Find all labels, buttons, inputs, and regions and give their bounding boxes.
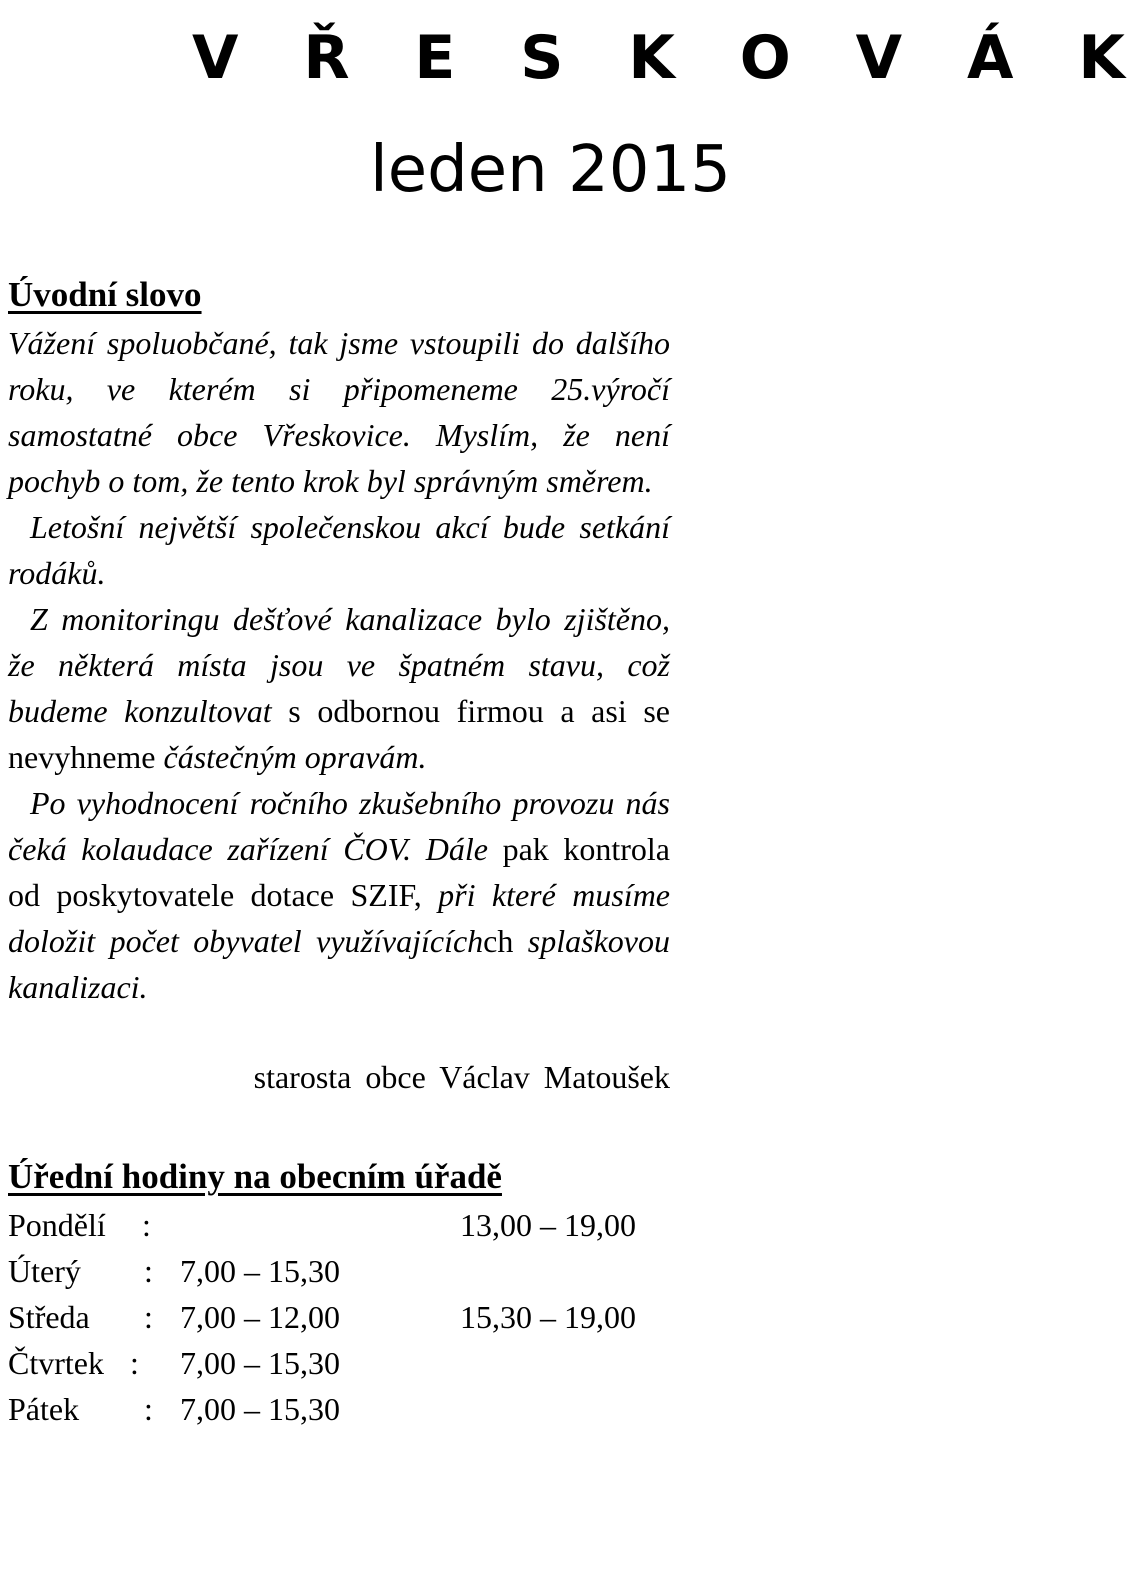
intro-paragraph-4-italic: Po vyhodnocení ročního zkušebního provozu nás čeká kolaudace zařízení ČOV. Dále [8,785,670,867]
hours-time-2: 13,00 – 19,00 [460,1207,636,1243]
hours-colon: : [144,1253,153,1289]
hours-time-1: 7,00 – 15,30 [180,1345,340,1381]
hours-day: Pátek [8,1391,80,1427]
intro-heading: Úvodní slovo [8,275,202,314]
hours-time-1: 7,00 – 15,30 [180,1253,340,1289]
article [8,270,670,1432]
intro-paragraph-4 [8,780,670,1010]
issue-date: leden 2015 [370,133,731,207]
masthead [192,18,1147,207]
intro-paragraph-4-roman: pak kontrola od poskytovatele dotace SZIF, [8,831,671,913]
hours-time-1: 7,00 – 12,00 [180,1299,340,1335]
office-hours-heading: Úřední hodiny na obecním úřadě [8,1157,502,1196]
intro-paragraph-3-roman: s odbornou firmou a asi se nevyhneme [8,693,671,775]
newsletter-title: V Ř E S K O V Á K [192,23,1147,93]
hours-day: Čtvrtek [8,1345,104,1381]
hours-row-wednesday [8,1294,708,1340]
hours-day: Úterý [8,1253,81,1289]
hours-row-friday [8,1386,708,1432]
intro-paragraph-4-roman-b: ch [483,923,514,959]
hours-day: Pondělí [8,1207,106,1243]
intro-paragraph-3-italic: Z monitoringu dešťové kanalizace bylo zjištěno, že některá místa jsou ve špatném stavu, což budeme konzultovat [8,601,670,729]
intro-paragraph-3-end: částečným opravám. [163,739,427,775]
hours-time-1: 7,00 – 15,30 [180,1391,340,1427]
intro-paragraph-1 [8,320,670,504]
intro-paragraph-4-end: splaškovou kanalizaci. [8,923,670,1005]
hours-colon: : [144,1299,153,1335]
office-hours-table [8,1202,708,1432]
intro-paragraph-2 [8,504,670,596]
hours-time-2: 15,30 – 19,00 [460,1299,636,1335]
hours-day: Středa [8,1299,90,1335]
hours-colon: : [142,1207,151,1243]
signature: starosta obce Václav Matoušek [253,1059,670,1095]
intro-paragraph-3 [8,596,670,780]
intro-paragraph-4-mid: při které musíme doložit počet obyvatel využívajících [8,877,671,959]
hours-colon: : [130,1345,139,1381]
hours-row-monday [8,1202,708,1248]
hours-row-thursday [8,1340,708,1386]
intro-paragraph-2-text: Letošní největší společenskou akcí bude setkání rodáků. [8,509,670,591]
hours-row-tuesday [8,1248,708,1294]
intro-paragraph-1-text: Vážení spoluobčané, tak jsme vstoupili do dalšího roku, ve kterém si připomeneme 25.výročí samostatné obce Vřeskovice. Myslím, že není pochyb o tom, že tento krok byl správným směrem. [8,325,670,499]
hours-colon: : [144,1391,153,1427]
